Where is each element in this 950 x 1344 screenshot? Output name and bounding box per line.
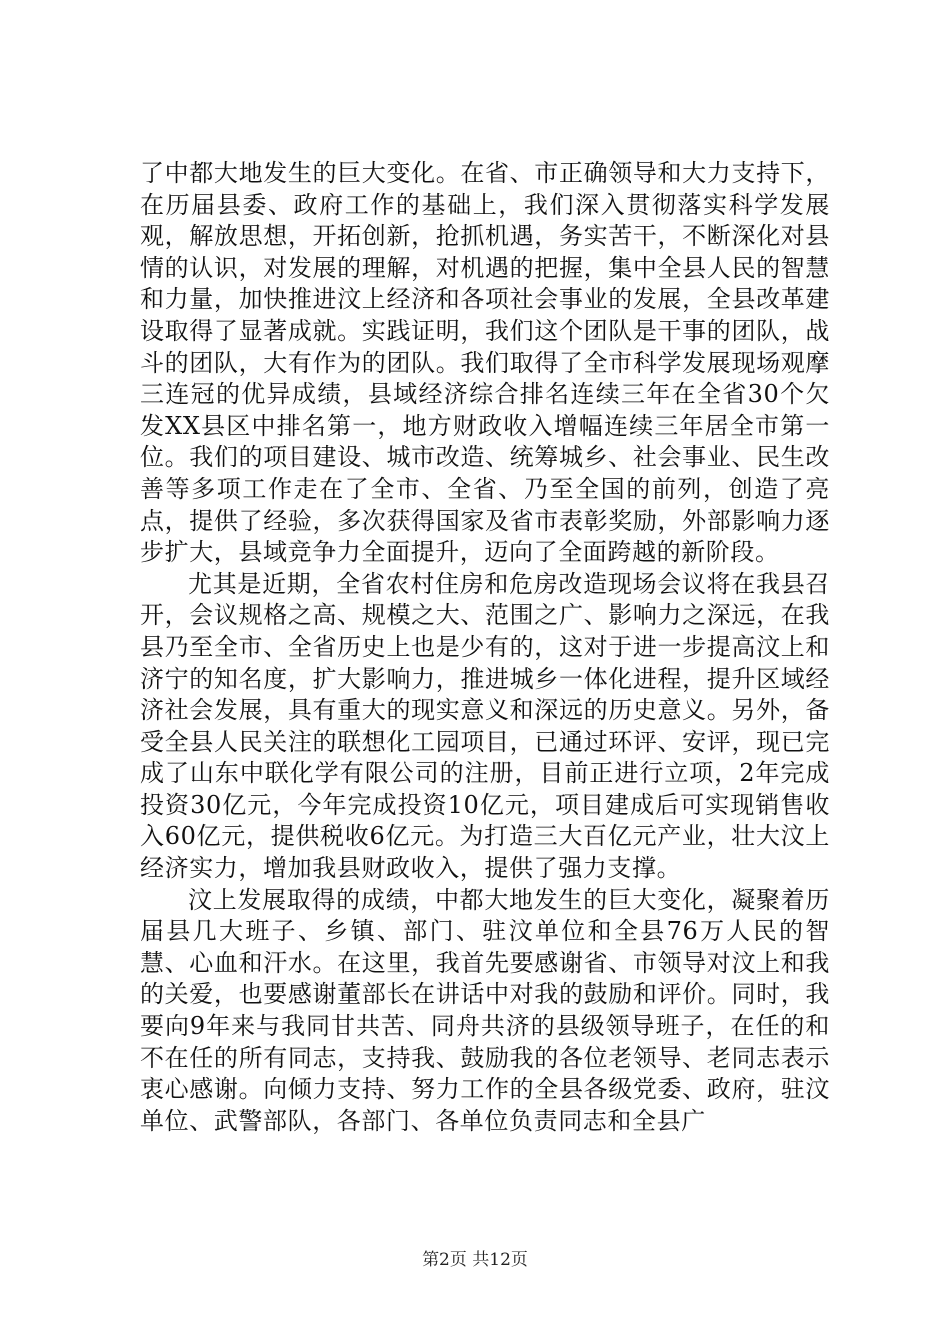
- paragraph-3: 汶上发展取得的成绩，中都大地发生的巨大变化，凝聚着历届县几大班子、乡镇、部门、驻汶单位和全县76万人民的智慧、心血和汗水。在这里，我首先要感谢省、市领导对汶上和我的关爱，也要感谢董部长在讲话中对我的鼓励和评价。同时，我要向9年来与我同甘共苦、同舟共济的县级领导班子，在任的和不在任的所有同志，支持我、鼓励我的各位老领导、老同志表示衷心感谢。向倾力支持、努力工作的全县各级党委、政府，驻汶单位、武警部队，各部门、各单位负责同志和全县广: [140, 885, 830, 1135]
- paragraph-1: 了中都大地发生的巨大变化。在省、市正确领导和大力支持下，在历届县委、政府工作的基础上，我们深入贯彻落实科学发展观，解放思想，开拓创新，抢抓机遇，务实苦干，不断深化对县情的认识，对发展的理解，对机遇的把握，集中全县人民的智慧和力量，加快推进汶上经济和各项社会事业的发展，全县改革建设取得了显著成就。实践证明，我们这个团队是干事的团队，战斗的团队，大有作为的团队。我们取得了全市科学发展现场观摩三连冠的优异成绩，县域经济综合排名连续三年在全省30个欠发XX县区中排名第一，地方财政收入增幅连续三年居全市第一位。我们的项目建设、城市改造、统筹城乡、社会事业、民生改善等多项工作走在了全市、全省、乃至全国的前列，创造了亮点，提供了经验，多次获得国家及省市表彰奖励，外部影响力逐步扩大，县域竞争力全面提升，迈向了全面跨越的新阶段。: [140, 159, 830, 567]
- document-body: [140, 158, 830, 1137]
- page-footer: 第2页 共12页: [422, 1250, 528, 1270]
- paragraph-2: 尤其是近期，全省农村住房和危房改造现场会议将在我县召开，会议规格之高、规模之大、范围之广、影响力之深远，在我县乃至全市、全省历史上也是少有的，这对于进一步提高汶上和济宁的知名度，扩大影响力，推进城乡一体化进程，提升区域经济社会发展，具有重大的现实意义和深远的历史意义。另外，备受全县人民关注的联想化工园项目，已通过环评、安评，现已完成了山东中联化学有限公司的注册，目前正进行立项，2年完成投资30亿元，今年完成投资10亿元，项目建成后可实现销售收入60亿元，提供税收6亿元。为打造三大百亿元产业，壮大汶上经济实力，增加我县财政收入，提供了强力支撑。: [140, 569, 830, 883]
